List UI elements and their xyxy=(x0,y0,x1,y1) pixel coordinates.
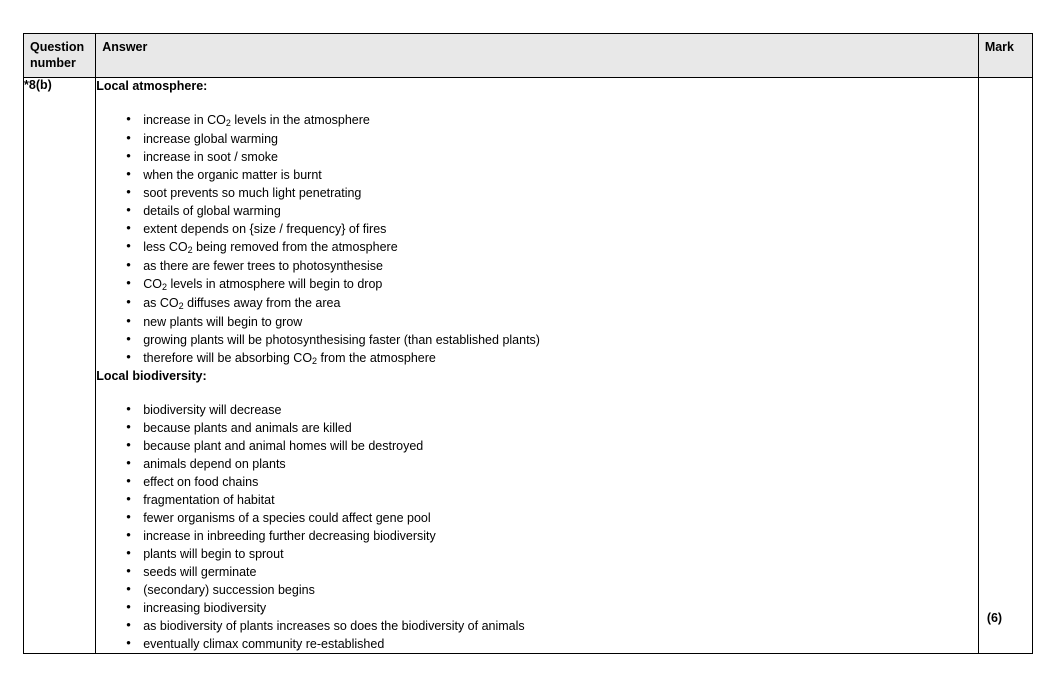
column-header-question-number: Question number xyxy=(24,34,96,78)
section-heading-atmosphere: Local atmosphere: xyxy=(96,79,208,93)
mark-cell xyxy=(978,78,1032,654)
list-item: • seeds will germinate xyxy=(96,563,978,581)
list-item: • (secondary) succession begins xyxy=(96,581,978,599)
list-item: • increasing biodiversity xyxy=(96,599,978,617)
table-row xyxy=(24,78,1033,654)
list-item: • therefore will be absorbing $CO_2$ from the atmosphere xyxy=(96,349,978,368)
list-item: • plants will begin to sprout xyxy=(96,545,978,563)
list-item: • as $CO_2$ diffuses away from the area xyxy=(96,294,978,313)
list-item: • new plants will begin to grow xyxy=(96,313,978,331)
list-item: • animals depend on plants xyxy=(96,455,978,473)
question-number-cell: *8(b) xyxy=(24,78,96,654)
list-item: • effect on food chains xyxy=(96,473,978,491)
list-item: • fragmentation of habitat xyxy=(96,491,978,509)
list-item: • less $CO_2$ being removed from the atmosphere xyxy=(96,238,978,257)
list-item: • extent depends on {size / frequency} of fires xyxy=(96,220,978,238)
list-item: • increase global warming xyxy=(96,130,978,148)
list-item: • $CO_2$ levels in atmosphere will begin to drop xyxy=(96,275,978,294)
section-heading-biodiversity: Local biodiversity: xyxy=(96,369,207,383)
table-header-row xyxy=(24,34,1033,78)
list-item: • increase in inbreeding further decreasing biodiversity xyxy=(96,527,978,545)
list-item: • eventually climax community re-established xyxy=(96,635,978,653)
list-item: • as there are fewer trees to photosynthesise xyxy=(96,257,978,275)
list-item: • increase in soot / smoke xyxy=(96,148,978,166)
column-header-mark: Mark xyxy=(978,34,1032,78)
list-item: • increase in $CO_2$ levels in the atmosphere xyxy=(96,111,978,130)
list-item: • as biodiversity of plants increases so does the biodiversity of animals xyxy=(96,617,978,635)
answer-cell xyxy=(96,78,979,654)
answer-points-biodiversity xyxy=(96,401,978,653)
list-item: • because plants and animals are killed xyxy=(96,419,978,437)
list-item: • because plant and animal homes will be destroyed xyxy=(96,437,978,455)
list-item: • growing plants will be photosynthesising faster (than established plants) xyxy=(96,331,978,349)
answer-points-atmosphere xyxy=(96,111,978,368)
list-item: • fewer organisms of a species could affect gene pool xyxy=(96,509,978,527)
mark-value: (6) xyxy=(986,611,1003,625)
list-item: • details of global warming xyxy=(96,202,978,220)
list-item: • soot prevents so much light penetrating xyxy=(96,184,978,202)
column-header-answer: Answer xyxy=(96,34,979,78)
list-item: • biodiversity will decrease xyxy=(96,401,978,419)
mark-scheme-table xyxy=(23,33,1033,654)
list-item: • when the organic matter is burnt xyxy=(96,166,978,184)
